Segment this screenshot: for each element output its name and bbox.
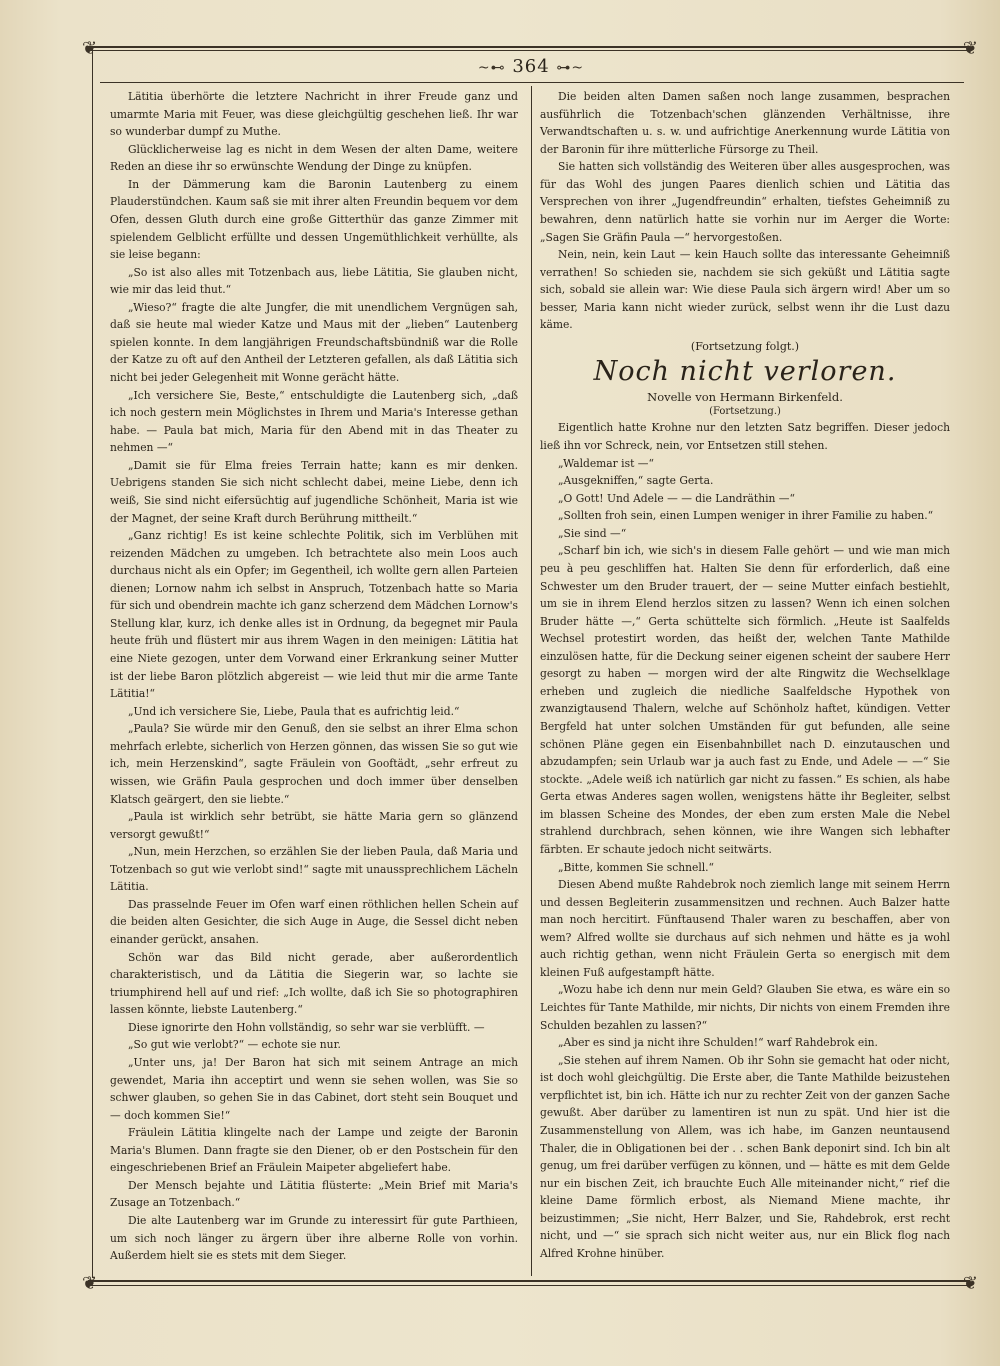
- paragraph: „Unter uns, ja! Der Baron hat sich mit seinem Antrage an mich gewendet, Maria ihn acceptirt und wenn sie sehen wollen, was Sie so schwer glauben, so gehen Sie in das Cabinet, dort steht sein Bouquet und — doch kommen Sie!“: [110, 1055, 518, 1122]
- paragraph: „Ich versichere Sie, Beste,“ entschuldigte die Lautenberg sich, „daß ich noch gestern mein Möglichstes in Ihrem und Maria's Interesse gethan habe. — Paula bat mich, Maria für den Abend mit in das Theater zu nehmen —“: [110, 388, 518, 455]
- story-byline: Novelle von Hermann Birkenfeld.: [647, 390, 843, 405]
- paragraph: Die alte Lautenberg war im Grunde zu interessirt für gute Parthieen, um sich noch länger zu ärgern über ihre alberne Rolle von vorhin. Außerdem hielt sie es stets mit dem Sieger.: [110, 1214, 518, 1263]
- left-border: [92, 48, 93, 1278]
- paragraph: Glücklicherweise lag es nicht in dem Wesen der alten Dame, weitere Reden an diese ihr so erwünschte Wendung der Dinge zu knüpfen.: [110, 142, 518, 174]
- paragraph: Diesen Abend mußte Rahdebrok noch ziemlich lange mit seinem Herrn und dessen Begleiterin zusammensitzen und rechnen. Auch Balzer hatte man noch hercitirt. Fünftausend Thaler waren zu beschaffen, aber von wem? Alfred wollte sie durchaus auf sich nehmen und hätte es ja wohl auch richtig gethan, wenn nicht Fräulein Gerta so energisch mit dem kleinen Fuß aufgestampft hätte.: [540, 878, 950, 979]
- paragraph: „Damit sie für Elma freies Terrain hatte; kann es mir denken. Uebrigens standen Sie sich nicht schlecht dabei, meine Liebe, denn ich weiß, Sie sind nicht eifersüchtig auf jugendliche Schönheit, Maria ist wie der Magnet, der seine Kraft durch Berührung mittheilt.“: [110, 458, 518, 525]
- paragraph: „So ist also alles mit Totzenbach aus, liebe Lätitia, Sie glauben nicht, wie mir das leid thut.“: [110, 265, 518, 297]
- right-column: [540, 88, 950, 1262]
- paragraph: „Paula? Sie würde mir den Genuß, den sie selbst an ihrer Elma schon mehrfach erlebte, sicherlich von Herzen gönnen, das wissen Sie so gut wie ich, mein Herzenskind“, sagte Fräulein von Gooftädt, „sehr erfreut zu wissen, wie Gräfin Paula gesprochen und doch immer über denselben Klatsch geärgert, den sie liebte.“: [110, 722, 518, 806]
- paragraph: „Bitte, kommen Sie schnell.“: [558, 860, 715, 874]
- flourish-left-icon: ~⊷: [477, 60, 506, 76]
- paragraph: „Nun, mein Herzchen, so erzählen Sie der lieben Paula, daß Maria und Totzenbach so gut wie verlobt sind!“ sagte mit unaussprechlichem Lächeln Lätitia.: [110, 845, 518, 894]
- paragraph: „Wieso?“ fragte die alte Jungfer, die mit unendlichem Vergnügen sah, daß sie heute mal wieder Katze und Maus mit der „lieben“ Lautenberg spielen konnte. In dem langjährigen Freundschaftsbündniß war die Rolle der Katze zu oft auf den Antheil der Letzteren gefallen, als daß Lätitia sich nicht bei jeder Gelegenheit mit Wonne gerächt hätte.: [110, 300, 518, 384]
- paragraph: Das prasselnde Feuer im Ofen warf einen röthlichen hellen Schein auf die beiden alten Gesichter, die sich Auge in Auge, die Sessel dicht neben einander gerückt, ansahen.: [110, 897, 518, 946]
- paragraph: „Wozu habe ich denn nur mein Geld? Glauben Sie etwa, es wäre ein so Leichtes für Tante Mathilde, mir nichts, Dir nichts von einem Fremden ihre Schulden bezahlen zu lassen?“: [540, 983, 950, 1032]
- paragraph: Fräulein Lätitia klingelte nach der Lampe und zeigte der Baronin Maria's Blumen. Dann fragte sie den Diener, ob er den Postschein für den eingeschriebenen Brief an Fräulein Maipeter abgeliefert habe.: [110, 1126, 518, 1175]
- left-column: [110, 88, 518, 1265]
- corner-ornament-icon: ❦: [962, 38, 978, 59]
- paragraph: Diese ignorirte den Hohn vollständig, so sehr war sie verblüfft. —: [128, 1020, 485, 1034]
- paragraph: „Ganz richtig! Es ist keine schlechte Politik, sich im Verblühen mit reizenden Mädchen zu umgeben. Ich betrachtete also mein Loos auch durchaus nicht als ein Opfer; im Gegentheil, ich wollte gern allen Parteien dienen; Lornow nahm ich selbst in Anspruch, Totzenbach hatte so Maria für sich und obendrein machte ich ganz scherzend dem Mädchen Lornow's Stellung klar, kurz, ich denke alles ist in Ordnung, da begegnet mir Paula heute früh und flüstert mir aus ihrem Wagen in den meinigen: Lätitia hat eine Niete gezogen, unter dem Vorwand einer Erkrankung seiner Mutter ist der liebe Baron plötzlich abgereist — wie leid thut mir die arme Tante Lätitia!“: [110, 529, 518, 701]
- paragraph: „Und ich versichere Sie, Liebe, Paula that es aufrichtig leid.“: [128, 704, 460, 718]
- paragraph: „Ausgekniffen,“ sagte Gerta.: [558, 474, 714, 488]
- paragraph: „O Gott! Und Adele — — die Landräthin —“: [558, 491, 795, 505]
- to-be-continued: (Fortsetzung folgt.): [690, 339, 800, 353]
- paragraph: Lätitia überhörte die letztere Nachricht in ihrer Freude ganz und umarmte Maria mit Feuer, was diese gleichgültig geschehen ließ. Ihr war so wunderbar dumpf zu Muthe.: [110, 90, 518, 139]
- paragraph: „Paula ist wirklich sehr betrübt, sie hätte Maria gern so glänzend versorgt gewußt!“: [110, 810, 518, 841]
- corner-ornament-icon: ❦: [82, 1273, 98, 1294]
- top-border-inner: [88, 50, 970, 51]
- paragraph: Nein, nein, kein Laut — kein Hauch sollte das interessante Geheimniß verrathen! So schieden sie, nachdem sie sich geküßt und Lätitia sagte sich, sobald sie allein war: Wie diese Paula sich ärgern wird! Aber um so besser, Maria kann nicht wieder zurück, selbst wenn ihr die Lust dazu käme.: [540, 248, 950, 332]
- paragraph: „Waldemar ist —“: [558, 456, 654, 470]
- paragraph: Sie hatten sich vollständig des Weiteren über alles ausgesprochen, was für das Wohl des jungen Paares dienlich schien und Lätitia das Versprechen von ihrer „Jugendfreundin“ erhalten, tiefstes Geheimniß zu bewahren, denn natürlich hatte sie vorhin nur im Aerger die Worte: „Sagen Sie Gräfin Paula —“ hervorgestoßen.: [540, 160, 950, 244]
- column-divider: [531, 86, 532, 1276]
- paragraph: „So gut wie verlobt?“ — echote sie nur.: [128, 1038, 341, 1052]
- paragraph: „Scharf bin ich, wie sich's in diesem Falle gehört — und wie man mich peu à peu geschliffen hat. Halten Sie denn für erforderlich, daß eine Schwester um den Bruder trauert, der — seine Mutter einfach bestiehlt, um sie in ihrem Elend herzlos sitzen zu lassen? Wenn ich einen solchen Bruder hätte —,“ Gerta schüttelte sich förmlich. „Heute ist Saalfelds Wechsel protestirt worden, das heißt der, welchen Tante Mathilde einzulösen hatte, für die Deckung seiner eigenen scheint der saubere Herr gesorgt zu haben — morgen wird der alte Ringwitz die Wechselklage erheben und zugleich die niedliche Saalfeldsche Hypothek von zwanzigtausend Thalern, welche auf Schönholz haftet, kündigen. Vetter Bergfeld hat unter solchen Umständen für gut befunden, alle seine schönen Pläne gegen ein Eisenbahnbillet nach D. einzutauschen und abzudampfen; sein Urlaub war ja auch fast zu Ende, und Adele — —“ Sie stockte. „Adele weiß ich natürlich gar nicht zu fassen.“ Es schien, als habe Gerta etwas Anderes sagen wollen, wenigstens hätte ihr Begleiter, selbst im blassen Scheine des Mondes, der eben zum ersten Male die Nebel strahlend durchbrach, sehen können, wie ihre Wangen sich lebhafter färbten. Er schaute jedoch nicht seitwärts.: [540, 544, 950, 856]
- right-column-continued-story: [540, 88, 950, 334]
- paragraph: „Sollten froh sein, einen Lumpen weniger in ihrer Familie zu haben.“: [558, 509, 934, 523]
- corner-ornament-icon: ❦: [962, 1273, 978, 1294]
- page-header: [92, 56, 970, 77]
- paragraph: In der Dämmerung kam die Baronin Lautenberg zu einem Plauderstündchen. Kaum saß sie mit ihrer alten Freundin bequem vor dem Ofen, dessen Gluth durch eine große Gitterthür das ganze Zimmer mit spielendem Gelblicht erfüllte und dessen Ungemüthlichkeit verhüllte, als sie leise begann:: [110, 177, 518, 262]
- paragraph: Die beiden alten Damen saßen noch lange zusammen, besprachen ausführlich die Totzenbach'schen glänzenden Verhältnisse, ihre Verwandtschaften u. s. w. und aufrichtige Anerkennung wurde Lätitia von der Baronin für ihre mütterliche Fürsorge zu Theil.: [540, 90, 950, 156]
- story-title: Noch nicht verloren.: [593, 356, 897, 388]
- paragraph: Eigentlich hatte Krohne nur den letzten Satz begriffen. Dieser jedoch ließ ihn vor Schreck, nein, vor Entsetzen still stehen.: [540, 421, 950, 452]
- bottom-border-inner: [88, 1285, 970, 1286]
- bottom-border: [88, 1280, 970, 1282]
- right-column-new-story: [540, 419, 950, 1262]
- page-number: 364: [512, 56, 550, 77]
- flourish-right-icon: ⊶~: [556, 60, 585, 76]
- paragraph: „Aber es sind ja nicht ihre Schulden!“ warf Rahdebrok ein.: [558, 1036, 878, 1050]
- paragraph: Der Mensch bejahte und Lätitia flüsterte: „Mein Brief mit Maria's Zusage an Totzenbach.“: [110, 1178, 518, 1210]
- paragraph: „Sie sind —“: [558, 526, 627, 540]
- paragraph: Schön war das Bild nicht gerade, aber außerordentlich charakteristisch, und da Lätitia die Siegerin war, so lachte sie triumphirend hell auf und rief: „Ich wollte, daß ich Sie so photographiren lassen könnte, liebste Lautenberg.“: [110, 950, 518, 1017]
- top-border: [88, 46, 970, 48]
- paragraph: „Sie stehen auf ihrem Namen. Ob ihr Sohn sie gemacht hat oder nicht, ist doch wohl gleichgültig. Die Erste aber, die Tante Mathilde beizustehen verpflichtet ist, bin ich. Hätte ich nur zu rechter Zeit von der ganzen Sache gewußt. Aber darüber zu lamentiren ist nun zu spät. Und hier ist die Zusammenstellung von Allem, was ich habe, im Ganzen neuntausend Thaler, die in Obligationen bei der . . schen Bank deponirt sind. Ich bin alt genug, um frei darüber verfügen zu können, und — hätte es mit dem Gelde nur ein bischen Zeit, ich brauchte Euch Alle miteinander nicht,“ rief die kleine Dame förmlich erbost, als Niemand Miene machte, ihr beizustimmen; „Sie nicht, Herr Balzer, und Sie, Rahdebrok, erst recht nicht, und —“ sie sprach sich nicht weiter aus, nur ein Blick flog nach Alfred Krohne hinüber.: [540, 1053, 950, 1260]
- header-rule: [100, 82, 964, 83]
- corner-ornament-icon: ❦: [82, 38, 98, 59]
- story-continuation-note: (Fortsetzung.): [709, 406, 781, 418]
